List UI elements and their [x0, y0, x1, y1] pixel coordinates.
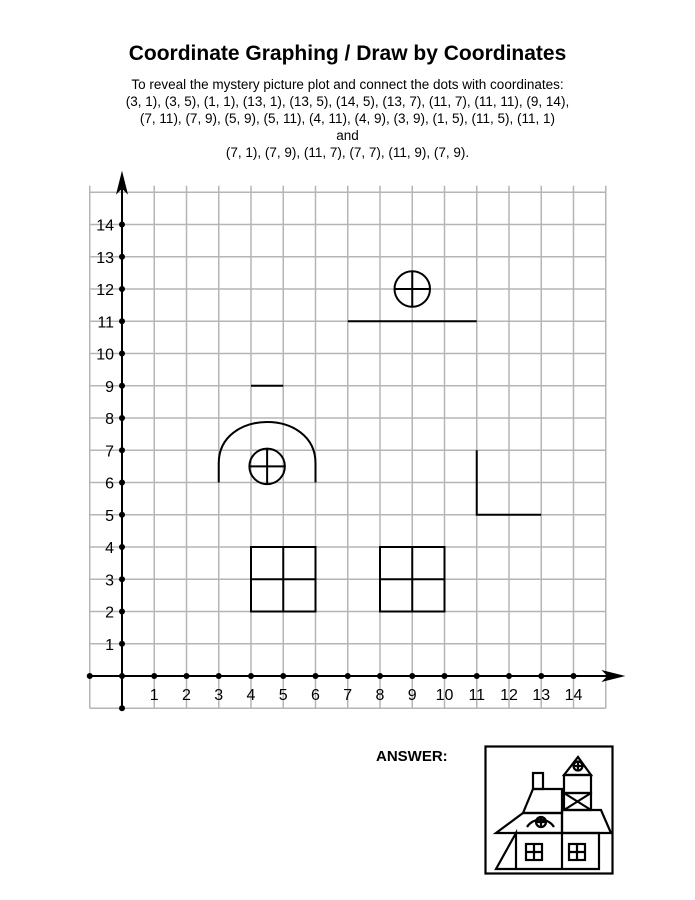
x-tick-label: 11 [468, 687, 486, 704]
y-tick-label: 3 [105, 572, 114, 590]
y-tick-dot [119, 318, 125, 324]
y-tick-dot [119, 641, 125, 647]
y-tick-dot [119, 222, 125, 228]
y-tick-label: 12 [96, 282, 114, 299]
y-tick-label: 6 [105, 475, 114, 493]
x-tick-dot [248, 673, 254, 679]
y-tick-dot [119, 447, 125, 453]
x-tick-dot [216, 673, 222, 679]
roof-left [523, 789, 562, 813]
x-tick-dot [377, 673, 383, 679]
y-tick-dot [119, 286, 125, 292]
y-tick-label: 14 [96, 217, 114, 235]
y-tick-dot [119, 254, 125, 260]
x-tick-label: 6 [311, 687, 320, 704]
coordinates-line: (3, 1), (3, 5), (1, 1), (13, 1), (13, 5), (14, 5), (13, 7), (11, 7), (11, 11), (9, 14), [125, 94, 570, 109]
page-title: Coordinate Graphing / Draw by Coordinates [128, 42, 567, 65]
y-tick-dot [119, 415, 125, 421]
answer-label: ANSWER: [376, 748, 448, 765]
coordinates-line: (7, 1), (7, 9), (11, 7), (7, 7), (11, 9), (7, 9). [225, 145, 470, 160]
y-tick-label: 10 [96, 346, 114, 364]
x-tick-label: 8 [375, 687, 385, 704]
x-tick-label: 1 [149, 687, 159, 704]
x-tick-label: 12 [500, 687, 518, 704]
x-tick-label: 7 [343, 687, 353, 704]
axis-dot [87, 673, 93, 679]
x-tick-label: 10 [435, 687, 454, 704]
y-tick-dot [119, 480, 125, 486]
y-tick-label: 5 [105, 507, 114, 525]
x-tick-dot [280, 673, 286, 679]
x-tick-dot [538, 673, 544, 679]
axis-dot [119, 705, 125, 711]
instructions-line: To reveal the mystery picture plot and connect the dots with coordinates: [131, 77, 564, 92]
coordinates-line: (7, 11), (7, 9), (5, 9), (5, 11), (4, 11), (4, 9), (3, 9), (1, 5), (11, 5), (11, 1) [139, 111, 556, 126]
answer-picture [484, 745, 614, 875]
x-tick-dot [409, 673, 415, 679]
x-tick-dot [442, 673, 448, 679]
x-tick-label: 3 [214, 687, 224, 704]
y-tick-dot [119, 544, 125, 550]
x-tick-label: 9 [407, 687, 417, 704]
x-tick-label: 5 [278, 687, 288, 704]
y-tick-label: 2 [105, 604, 114, 622]
chimney [533, 773, 543, 789]
x-tick-dot [184, 673, 190, 679]
y-tick-dot [119, 383, 125, 389]
y-tick-dot [119, 576, 125, 582]
instructions-and: and [336, 128, 359, 143]
window-cross [380, 547, 445, 612]
y-tick-label: 1 [105, 636, 114, 654]
x-tick-dot [313, 673, 319, 679]
y-tick-label: 9 [105, 378, 114, 396]
x-tick-label: 2 [182, 687, 191, 704]
x-tick-dot [345, 673, 351, 679]
y-tick-dot [119, 351, 125, 357]
x-tick-dot [571, 673, 577, 679]
y-tick-dot [119, 609, 125, 615]
x-tick-dot [151, 673, 157, 679]
y-tick-label: 7 [105, 443, 114, 461]
y-tick-label: 11 [97, 314, 114, 332]
y-tick-label: 8 [105, 411, 114, 428]
y-tick-label: 4 [105, 540, 114, 557]
y-tick-dot [119, 512, 125, 518]
x-tick-label: 14 [564, 687, 583, 704]
window-cross [251, 547, 316, 612]
x-tick-dot [474, 673, 480, 679]
origin-dot [119, 673, 125, 679]
x-tick-dot [506, 673, 512, 679]
y-tick-label: 13 [96, 249, 114, 267]
x-tick-label: 13 [532, 687, 551, 704]
x-tick-label: 4 [246, 687, 256, 704]
